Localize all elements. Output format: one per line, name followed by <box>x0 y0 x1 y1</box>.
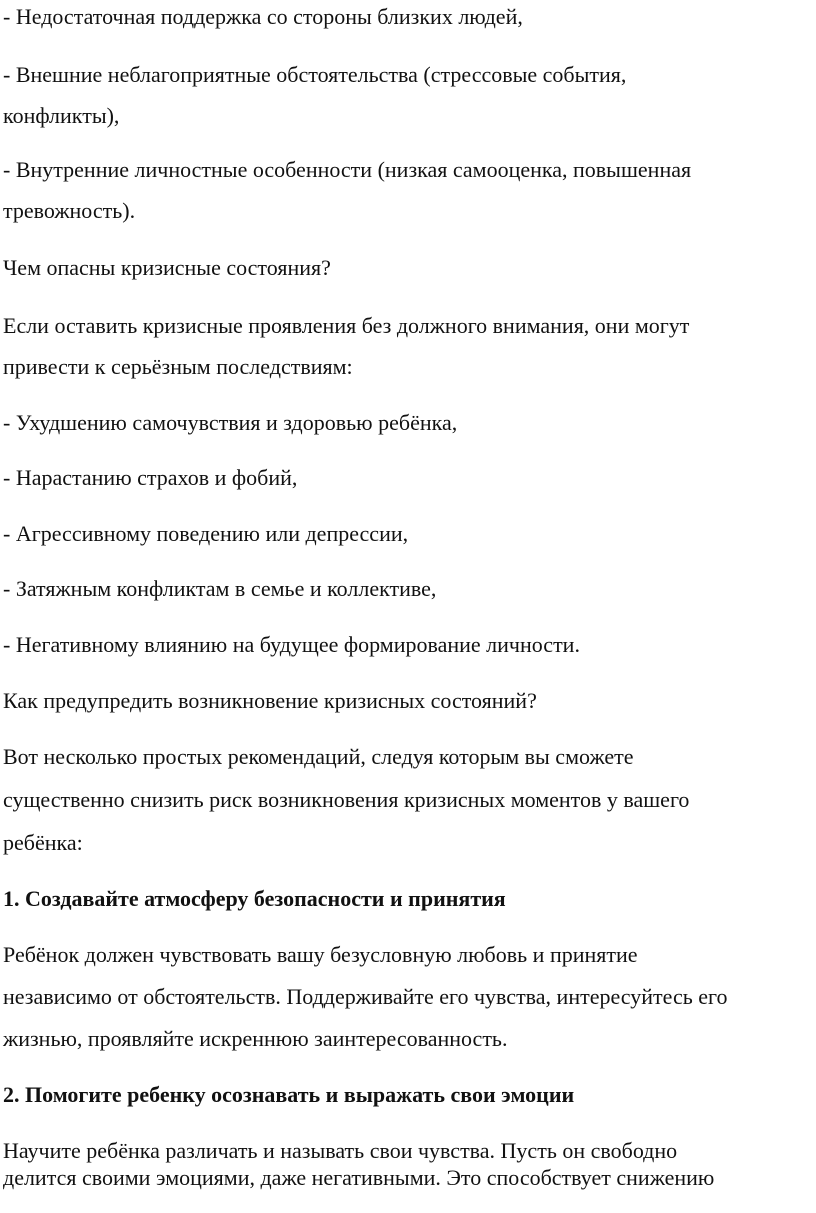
list-item-internal-traits-cont: тревожность). <box>3 198 136 223</box>
paragraph-recommendations-line-3: ребёнка: <box>3 830 83 855</box>
list-item-lack-of-support: - Недостаточная поддержка со стороны близких людей, <box>3 4 523 29</box>
list-item-external-circumstances-cont: конфликты), <box>3 103 120 128</box>
paragraph-safety-line-1: Ребёнок должен чувствовать вашу безусловную любовь и принятие <box>3 942 638 967</box>
list-item-health: - Ухудшению самочувствия и здоровью ребёнка, <box>3 410 458 435</box>
heading-safety-atmosphere: 1. Создавайте атмосферу безопасности и принятия <box>3 886 506 911</box>
list-item-personality: - Негативному влиянию на будущее формирование личности. <box>3 632 580 657</box>
question-danger-of-crisis: Чем опасны кризисные состояния? <box>3 255 331 280</box>
paragraph-emotions-line-1: Научите ребёнка различать и называть свои чувства. Пусть он свободно <box>3 1138 678 1163</box>
paragraph-recommendations-line-1: Вот несколько простых рекомендаций, следуя которым вы сможете <box>3 744 634 769</box>
paragraph-consequences-line-2: привести к серьёзным последствиям: <box>3 354 353 379</box>
paragraph-emotions-line-2: делится своими эмоциями, даже негативными. Это способствует снижению <box>3 1165 715 1190</box>
list-item-aggression: - Агрессивному поведению или депрессии, <box>3 521 409 546</box>
list-item-external-circumstances: - Внешние неблагоприятные обстоятельства (стрессовые события, <box>3 62 627 87</box>
heading-emotions: 2. Помогите ребенку осознавать и выражать свои эмоции <box>3 1082 575 1107</box>
paragraph-safety-line-3: жизнью, проявляйте искреннюю заинтересованность. <box>3 1026 508 1051</box>
list-item-conflicts: - Затяжным конфликтам в семье и коллективе, <box>3 576 437 601</box>
question-prevention: Как предупредить возникновение кризисных состояний? <box>3 688 537 713</box>
paragraph-consequences-line-1: Если оставить кризисные проявления без должного внимания, они могут <box>3 313 690 338</box>
list-item-internal-traits: - Внутренние личностные особенности (низкая самооценка, повышенная <box>3 157 692 182</box>
paragraph-recommendations-line-2: существенно снизить риск возникновения кризисных моментов у вашего <box>3 787 690 812</box>
list-item-fears: - Нарастанию страхов и фобий, <box>3 465 298 490</box>
paragraph-safety-line-2: независимо от обстоятельств. Поддерживайте его чувства, интересуйтесь его <box>3 984 728 1009</box>
